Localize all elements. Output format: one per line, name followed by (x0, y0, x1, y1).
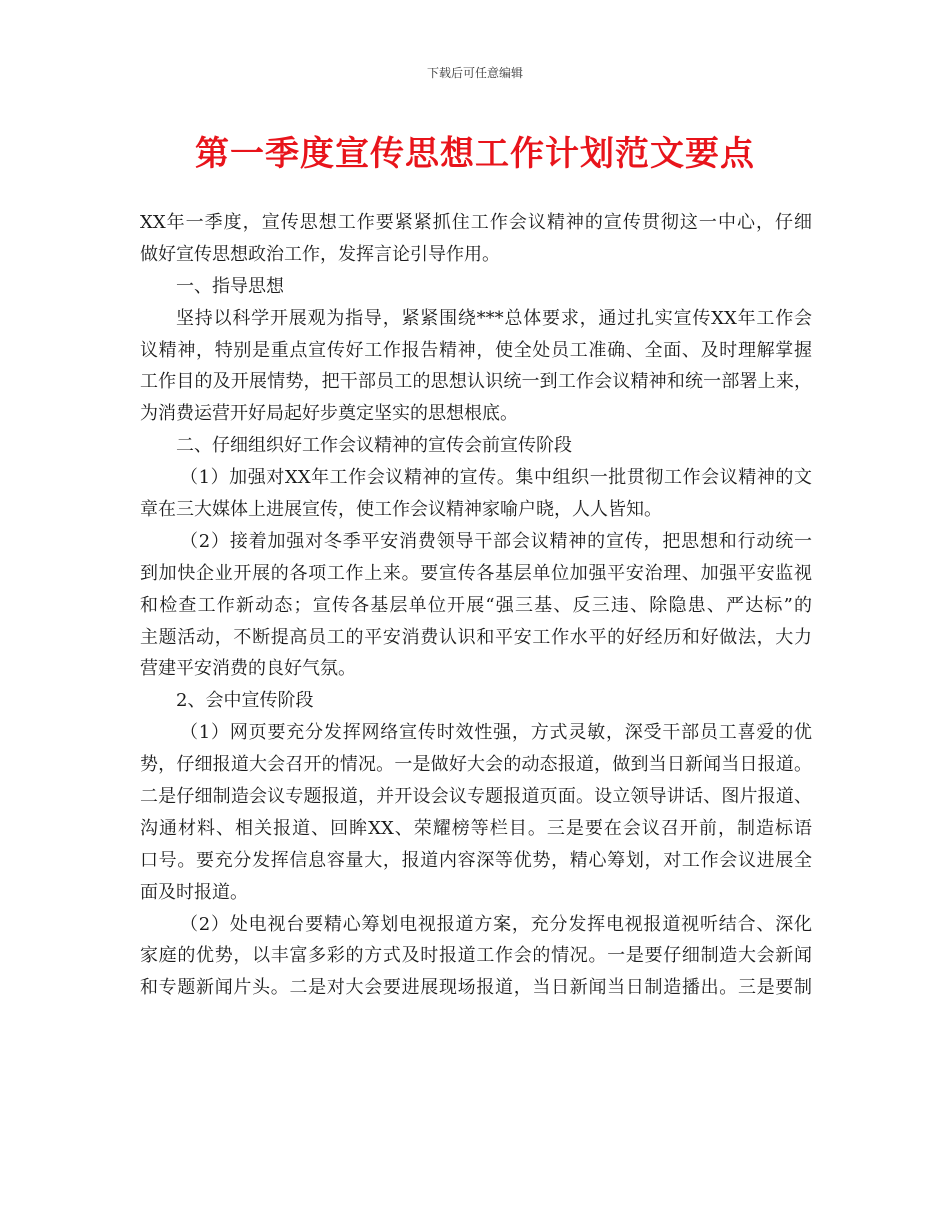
text-line: 工作目的及开展情势，把干部员工的思想认识统一到工作会议精神和统一部署上来， (140, 371, 812, 393)
header-note: 下载后可任意编辑 (426, 66, 523, 80)
text-line: XX年一季度，宣传思想工作要紧紧抓住工作会议精神的宣传贯彻这一中心，仔细 (140, 212, 812, 233)
text-line: 为消费运营开好局起好步奠定坚实的思想根底。 (140, 403, 518, 425)
text-line: 二、仔细组织好工作会议精神的宣传会前宣传阶段 (176, 435, 572, 457)
text-line: 沟通材料、相关报道、回眸XX、荣耀榜等栏目。三是要在会议召开前，制造标语 (140, 817, 812, 839)
text-line: 一、指导思想 (176, 275, 284, 297)
text-line: 和检查工作新动态；宣传各基层单位开展“强三基、反三违、除隐患、严达标”的 (140, 594, 812, 616)
text-line: 营建平安消费的良好气氛。 (140, 658, 356, 680)
text-line: 到加快企业开展的各项工作上来。要宣传各基层单位加强平安治理、加强平安监视 (140, 562, 812, 584)
text-line: （1）加强对XX年工作会议精神的宣传。集中组织一批贯彻工作会议精神的文 (180, 467, 812, 489)
text-line: 坚持以科学开展观为指导，紧紧围绕***总体要求，通过扎实宣传XX年工作会 (176, 307, 812, 329)
document-title: 第一季度宣传思想工作计划范文要点 (195, 134, 755, 174)
text-line: 主题活动，不断提高员工的平安消费认识和平安工作水平的好经历和好做法，大力 (140, 626, 812, 648)
text-line: 章在三大媒体上进展宣传，使工作会议精神家喻户晓，人人皆知。 (140, 499, 662, 521)
text-line: 议精神，特别是重点宣传好工作报告精神，使全处员工准确、全面、及时理解掌握 (140, 339, 812, 361)
text-line: 做好宣传思想政治工作，发挥言论引导作用。 (140, 243, 500, 265)
text-line: 和专题新闻片头。二是对大会要进展现场报道，当日新闻当日制造播出。三是要制 (140, 977, 812, 999)
text-line: 二是仔细制造会议专题报道，并开设会议专题报道页面。设立领导讲话、图片报道、 (140, 786, 812, 808)
text-line: （2）处电视台要精心筹划电视报道方案，充分发挥电视报道视听结合、深化 (180, 913, 812, 935)
document-body (140, 207, 812, 1004)
text-line: 2、会中宣传阶段 (176, 690, 314, 712)
text-line: 面及时报道。 (140, 881, 248, 903)
text-line: 势，仔细报道大会召开的情况。一是做好大会的动态报道，做到当日新闻当日报道。 (140, 754, 812, 776)
text-line: 家庭的优势，以丰富多彩的方式及时报道工作会的情况。一是要仔细制造大会新闻 (140, 945, 812, 967)
text-line: （1）网页要充分发挥网络宣传时效性强，方式灵敏，深受干部员工喜爱的优 (180, 722, 812, 744)
text-line: 口号。要充分发挥信息容量大，报道内容深等优势，精心筹划，对工作会议进展全 (140, 849, 812, 871)
text-line: （2）接着加强对冬季平安消费领导干部会议精神的宣传，把思想和行动统一 (180, 530, 812, 552)
